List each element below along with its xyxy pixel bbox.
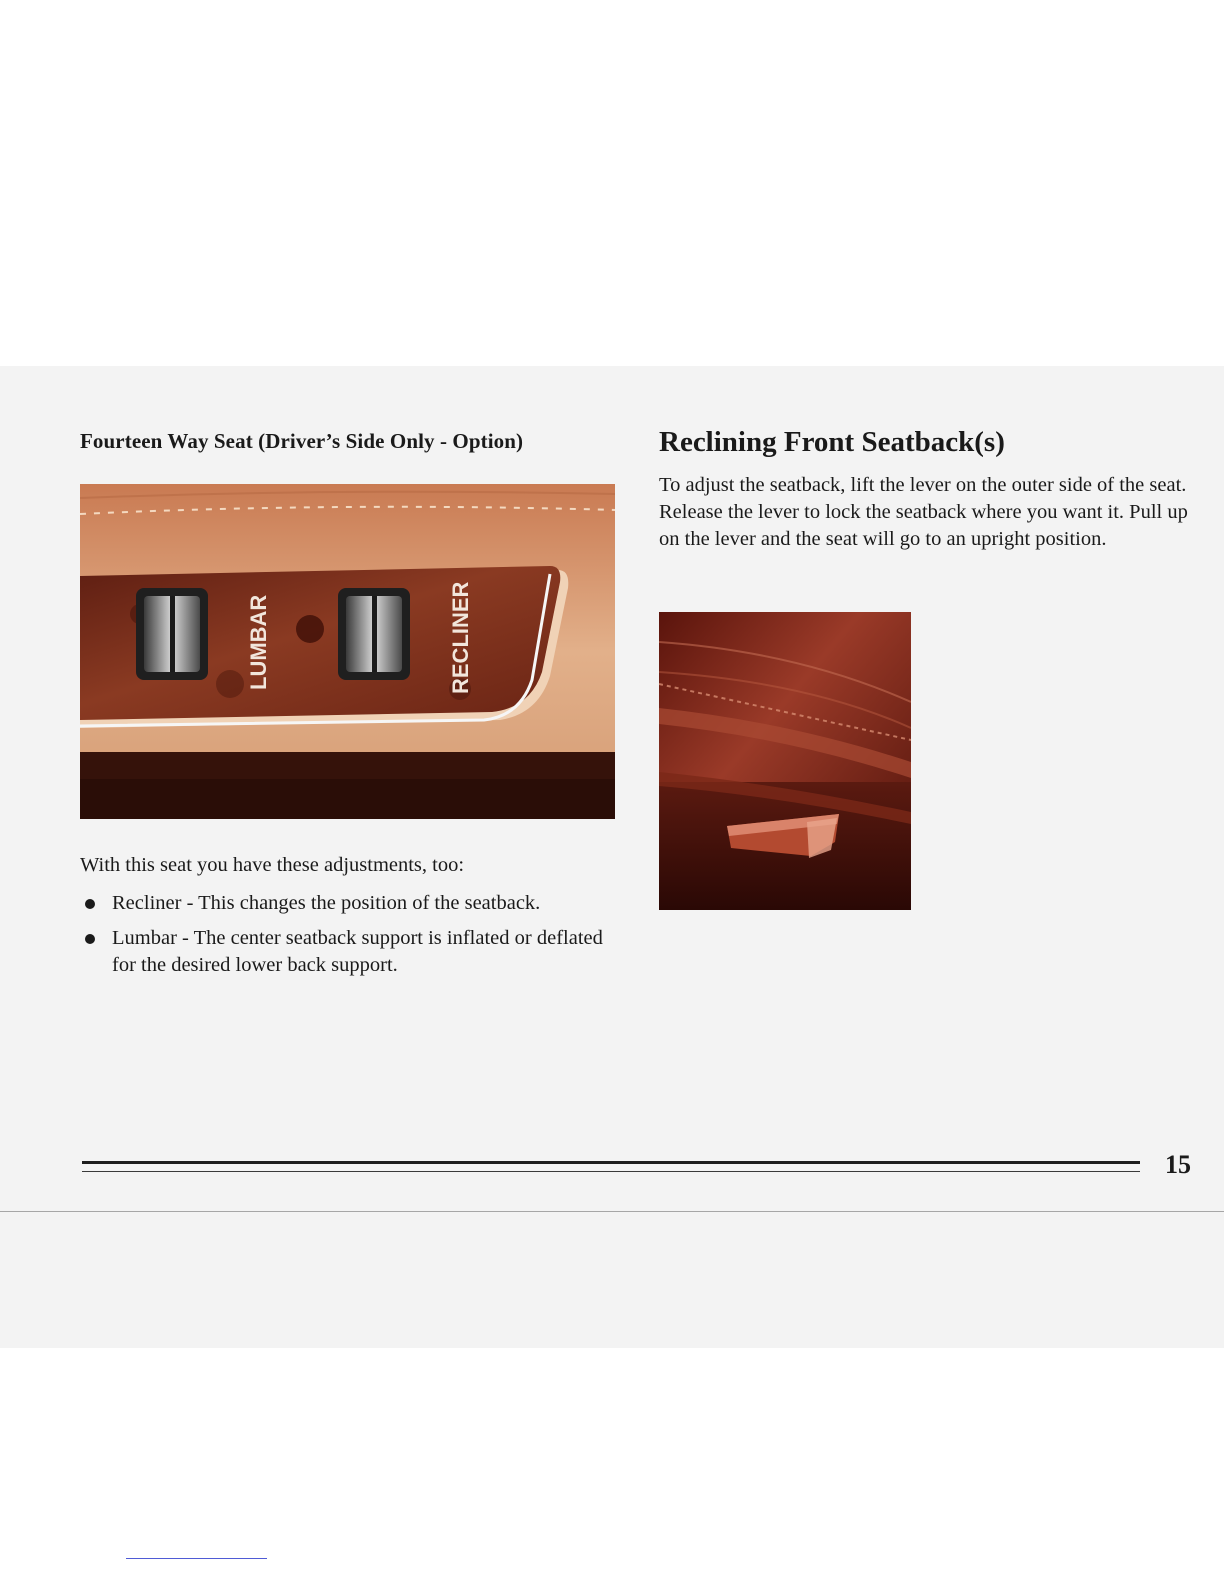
reclining-instructions: To adjust the seatback, lift the lever on the outer side of the seat. Release the lever to lock the seatback where you want it. Pull up on the lever and the seat will go to an upright position. (659, 474, 1188, 550)
seatback-lever-photo (659, 612, 911, 910)
bullet-icon (85, 934, 95, 944)
seat-controls-photo (80, 484, 615, 819)
lumbar-switch-label: LUMBAR (246, 594, 271, 690)
recliner-switch-label: RECLINER (448, 581, 473, 694)
adjustments-intro: With this seat you have these adjustments, too: (80, 854, 465, 876)
list-item (80, 925, 610, 979)
bullet-icon (85, 899, 95, 909)
list-item (80, 890, 610, 917)
page-number: 15 (1165, 1150, 1191, 1179)
adjustment-list (80, 890, 610, 987)
footer-rule (82, 1161, 1140, 1164)
section-heading-fourteen-way-seat: Fourteen Way Seat (Driver’s Side Only - Option) (80, 429, 524, 453)
section-heading-reclining-seatback: Reclining Front Seatback(s) (659, 426, 1005, 458)
decorative-underline (126, 1558, 267, 1559)
page-edge-line (0, 1211, 1224, 1212)
recliner-item-text: Recliner - This changes the position of the seatback. (112, 892, 541, 914)
footer-rule-thin (82, 1171, 1140, 1172)
lumbar-item-text: Lumbar - The center seatback support is inflated or deflated for the desired lower back support. (112, 927, 603, 976)
